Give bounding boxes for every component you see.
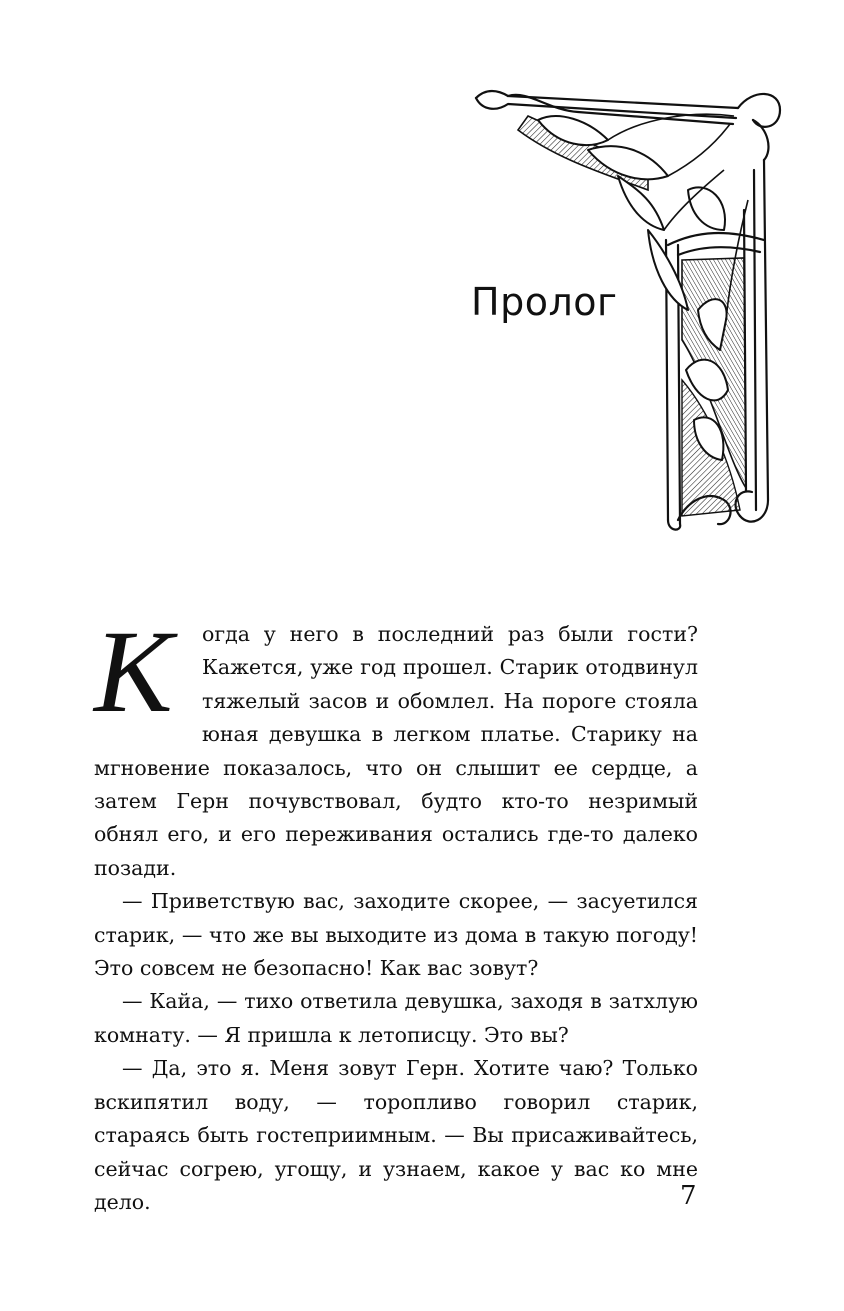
paragraph-3: — Кайа, — тихо ответила девушка, заходя в затхлую комнату. — Я пришла к летописцу. Это вы? [94,989,698,1047]
page-number: 7 [680,1181,697,1211]
paragraph-4: — Да, это я. Меня зовут Герн. Хотите чаю? Только вскипятил воду, — торопливо говорил старик, стараясь быть гостеприимным. — Вы присаживайтесь, сейчас согрею, угощу, и узнаем, какое у вас ко мне дело. [94,1056,698,1214]
chapter-title: Пролог [471,280,618,324]
body-text [94,606,698,1219]
paragraph-1-text: огда у него в последний раз были гости? Кажется, уже год прошел. Старик отодвинул тяжелый засов и обомлел. На пороге стояла юная девушка в легком платье. Старику на мгновение показалось, что он слышит ее сердце, а затем Герн почувствовал, будто кто-то незримый обнял его, и его переживания остались где-то далеко позади. [94,622,698,880]
paragraph-1 [94,606,698,885]
drop-cap: К [94,606,173,737]
paragraph-2: — Приветствую вас, заходите скорее, — засуетился старик, — что же вы выходите из дома в такую погоду! Это совсем не безопасно! Как вас зовут? [94,889,698,981]
